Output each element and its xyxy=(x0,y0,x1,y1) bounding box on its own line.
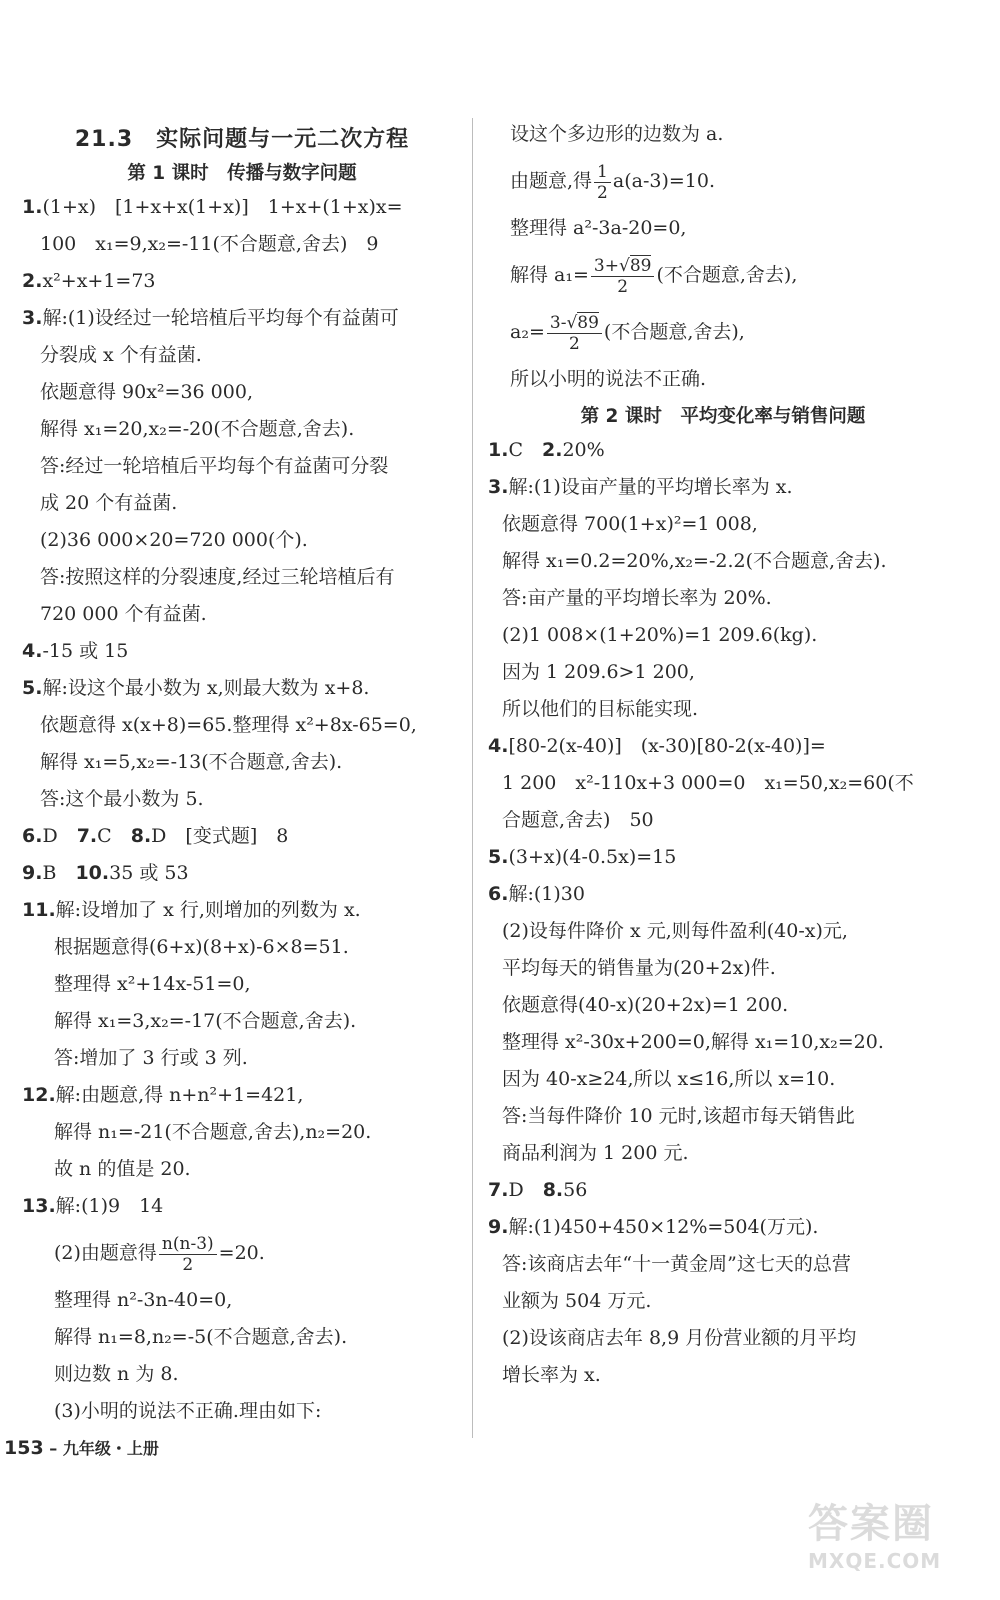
answer-line xyxy=(488,876,958,913)
answer-text: 解得 n₁=8,n₂=-5(不合题意,舍去). xyxy=(54,1326,348,1348)
answer-text: 答:亩产量的平均增长率为 20%. xyxy=(502,587,772,609)
answer-line xyxy=(22,263,462,300)
answer-text: 因为 1 209.6>1 200, xyxy=(502,661,695,683)
question-number: 3. xyxy=(488,476,509,498)
question-number: 13. xyxy=(22,1195,56,1217)
answer-text: 解得 x₁=0.2=20%,x₂=-2.2(不合题意,舍去). xyxy=(502,550,887,572)
column-divider xyxy=(472,118,473,1438)
answer-line xyxy=(22,633,462,670)
answer-line xyxy=(22,189,462,226)
question-number: 5. xyxy=(22,677,43,699)
answer-text: 依题意得 x(x+8)=65.整理得 x²+8x-65=0, xyxy=(40,714,417,736)
answer-text: (2)36 000×20=720 000(个). xyxy=(40,529,308,551)
answer-line xyxy=(488,839,958,876)
question-number: 7. xyxy=(488,1179,509,1201)
answer-text: 设这个多边形的边数为 a. xyxy=(510,123,724,145)
fraction xyxy=(591,256,655,297)
answer-text: C xyxy=(508,439,523,461)
left-column xyxy=(22,112,462,1430)
fraction-numerator: 3+√89 xyxy=(591,256,655,277)
answer-line xyxy=(488,469,958,506)
fraction-numerator: n(n-3) xyxy=(159,1234,217,1255)
answer-text: 因为 40-x≥24,所以 x≤16,所以 x=10. xyxy=(502,1068,836,1090)
answer-text: (不合题意,舍去), xyxy=(656,264,798,286)
answer-line xyxy=(22,1225,462,1282)
answer-text: 分裂成 x 个有益菌. xyxy=(40,344,202,366)
answer-line xyxy=(22,818,462,855)
answer-text: 答:当每件降价 10 元时,该超市每天销售此 xyxy=(502,1105,855,1127)
question-number: 1. xyxy=(22,196,43,218)
radicand: 89 xyxy=(577,312,599,333)
answer-line xyxy=(488,432,958,469)
answer-text: 8 xyxy=(276,825,289,847)
answer-text: 解得 x₁=5,x₂=-13(不合题意,舍去). xyxy=(40,751,343,773)
answer-text: 解:设这个最小数为 x,则最大数为 x+8. xyxy=(42,677,370,699)
answer-text: 20% xyxy=(562,439,605,461)
answer-text: 由题意,得 xyxy=(510,170,593,192)
answer-text: -15 或 15 xyxy=(42,640,129,662)
answer-text: 答:经过一轮培植后平均每个有益菌可分裂 xyxy=(40,455,389,477)
answer-text: D xyxy=(42,825,58,847)
answer-text: 根据题意得(6+x)(8+x)-6×8=51. xyxy=(54,936,349,958)
answer-text: a₂= xyxy=(510,321,545,343)
question-number: 8. xyxy=(542,1179,564,1201)
book-grade-label: 九年级・上册 xyxy=(62,1439,159,1458)
question-number: 6. xyxy=(488,883,509,905)
answer-text: (1+x) [1+x+x(1+x)] 1+x+(1+x)x= xyxy=(42,196,403,218)
answer-line xyxy=(488,1209,958,1246)
answer-text: 解:由题意,得 n+n²+1=421, xyxy=(55,1084,304,1106)
answer-text: 故 n 的值是 20. xyxy=(54,1158,191,1180)
question-number: 7. xyxy=(76,825,98,847)
answer-text: 解:(1)设经过一轮培植后平均每个有益菌可 xyxy=(42,307,399,329)
page-number: 153 xyxy=(4,1437,44,1459)
answer-text: 整理得 a²-3a-20=0, xyxy=(510,217,687,239)
lesson2-title: 第 2 课时 平均变化率与销售问题 xyxy=(580,406,866,427)
answer-text: 答:增加了 3 行或 3 列. xyxy=(54,1047,248,1069)
question-number: 10. xyxy=(75,862,110,884)
answer-text: 依题意得 700(1+x)²=1 008, xyxy=(502,513,758,535)
answer-text: (2)设每件降价 x 元,则每件盈利(40-x)元, xyxy=(502,920,848,942)
answer-text: 成 20 个有益菌. xyxy=(40,492,178,514)
answer-text: 解得 x₁=3,x₂=-17(不合题意,舍去). xyxy=(54,1010,357,1032)
answer-line xyxy=(22,855,462,892)
fraction xyxy=(159,1234,217,1275)
answer-line xyxy=(488,153,958,210)
answer-text: =20. xyxy=(218,1242,265,1264)
question-number: 11. xyxy=(22,899,56,921)
question-number: 3. xyxy=(22,307,43,329)
answer-text: (2)由题意得 xyxy=(54,1242,157,1264)
answer-line xyxy=(22,1188,462,1225)
answer-text: D xyxy=(508,1179,524,1201)
answer-text: (2)设该商店去年 8,9 月份营业额的月平均 xyxy=(502,1327,857,1349)
fraction-denominator: 2 xyxy=(182,1254,194,1275)
answer-text: 平均每天的销售量为(20+2x)件. xyxy=(502,957,776,979)
fraction xyxy=(594,162,611,203)
answer-text: 答:这个最小数为 5. xyxy=(40,788,204,810)
question-number: 5. xyxy=(488,846,509,868)
watermark-logo xyxy=(808,1492,978,1592)
answer-text: 解:(1)450+450×12%=504(万元). xyxy=(508,1216,819,1238)
question-number: 1. xyxy=(488,439,509,461)
answer-text: 整理得 n²-3n-40=0, xyxy=(54,1289,233,1311)
question-number: 12. xyxy=(22,1084,56,1106)
answer-text: B xyxy=(42,862,57,884)
answer-text: (2)1 008×(1+20%)=1 209.6(kg). xyxy=(502,624,818,646)
answer-text: 商品利润为 1 200 元. xyxy=(502,1142,689,1164)
answer-text: 答:该商店去年“十一黄金周”这七天的总营 xyxy=(502,1253,851,1275)
footer-dash: – xyxy=(49,1439,58,1458)
variant-label: [变式题] xyxy=(185,825,258,847)
answer-line xyxy=(488,1172,958,1209)
answer-text: (3)小明的说法不正确.理由如下: xyxy=(54,1400,322,1422)
answer-text: 解:设增加了 x 行,则增加的列数为 x. xyxy=(55,899,361,921)
answer-text: 依题意得 90x²=36 000, xyxy=(40,381,253,403)
radicand: 89 xyxy=(629,255,652,276)
question-number: 6. xyxy=(22,825,43,847)
question-number: 8. xyxy=(130,825,152,847)
question-number: 4. xyxy=(22,640,43,662)
answer-text: 解得 x₁=20,x₂=-20(不合题意,舍去). xyxy=(40,418,355,440)
question-number: 9. xyxy=(22,862,43,884)
answer-line xyxy=(488,247,958,304)
answer-text: 整理得 x²-30x+200=0,解得 x₁=10,x₂=20. xyxy=(502,1031,884,1053)
answer-text: 则边数 n 为 8. xyxy=(54,1363,179,1385)
answer-text: [80-2(x-40)] (x-30)[80-2(x-40)]= xyxy=(508,735,826,757)
watermark-top-text: 答案圈 xyxy=(808,1501,934,1547)
answer-text: 所以他们的目标能实现. xyxy=(502,698,699,720)
answer-line xyxy=(488,304,958,361)
numerator-term: 3- xyxy=(549,312,567,333)
section-title: 21.3 实际问题与一元二次方程 xyxy=(74,127,410,152)
fraction-denominator: 2 xyxy=(568,333,580,354)
answer-text: 720 000 个有益菌. xyxy=(40,603,207,625)
answer-text: 答:按照这样的分裂速度,经过三轮培植后有 xyxy=(40,566,395,588)
answer-line xyxy=(22,670,462,707)
question-number: 2. xyxy=(22,270,43,292)
fraction-denominator: 2 xyxy=(597,182,608,203)
watermark-bottom-text: MXQE.COM xyxy=(808,1549,942,1573)
answer-text: (3+x)(4-0.5x)=15 xyxy=(508,846,677,868)
question-number: 9. xyxy=(488,1216,509,1238)
answer-text: 解得 a₁= xyxy=(510,264,589,286)
answer-text: 35 或 53 xyxy=(109,862,189,884)
answer-line xyxy=(22,1077,462,1114)
fraction-numerator: 1 xyxy=(594,162,611,183)
answer-text: 增长率为 x. xyxy=(502,1364,601,1386)
page-footer xyxy=(4,1436,159,1459)
answer-text: 解:(1)设亩产量的平均增长率为 x. xyxy=(508,476,793,498)
answer-text: 整理得 x²+14x-51=0, xyxy=(54,973,251,995)
answer-text: a(a-3)=10. xyxy=(612,170,715,192)
answer-text: C xyxy=(97,825,112,847)
question-number: 2. xyxy=(542,439,563,461)
answer-text: D xyxy=(151,825,167,847)
answer-text: x²+x+1=73 xyxy=(42,270,156,292)
fraction xyxy=(547,313,602,354)
answer-text: 1 200 x²-110x+3 000=0 x₁=50,x₂=60(不 xyxy=(502,772,914,794)
right-column xyxy=(488,112,958,1394)
answer-line xyxy=(22,892,462,929)
fraction-numerator: 3-√89 xyxy=(547,313,602,334)
answer-text: 解:(1)30 xyxy=(508,883,585,905)
answer-text: (不合题意,舍去), xyxy=(603,321,745,343)
answer-text: 56 xyxy=(563,1179,588,1201)
answer-text: 解得 n₁=-21(不合题意,舍去),n₂=20. xyxy=(54,1121,372,1143)
answer-line xyxy=(22,300,462,337)
answer-line xyxy=(488,728,958,765)
answer-text: 依题意得(40-x)(20+2x)=1 200. xyxy=(502,994,789,1016)
answer-text: 所以小明的说法不正确. xyxy=(510,368,707,390)
answer-text: 业额为 504 万元. xyxy=(502,1290,652,1312)
answer-text: 解:(1)9 14 xyxy=(55,1195,164,1217)
fraction-denominator: 2 xyxy=(617,276,629,297)
answer-text: 100 x₁=9,x₂=-11(不合题意,舍去) 9 xyxy=(40,233,379,255)
answer-text: 合题意,舍去) 50 xyxy=(502,809,654,831)
numerator-term: 3+ xyxy=(593,255,619,276)
lesson1-title: 第 1 课时 传播与数字问题 xyxy=(127,163,357,184)
question-number: 4. xyxy=(488,735,509,757)
